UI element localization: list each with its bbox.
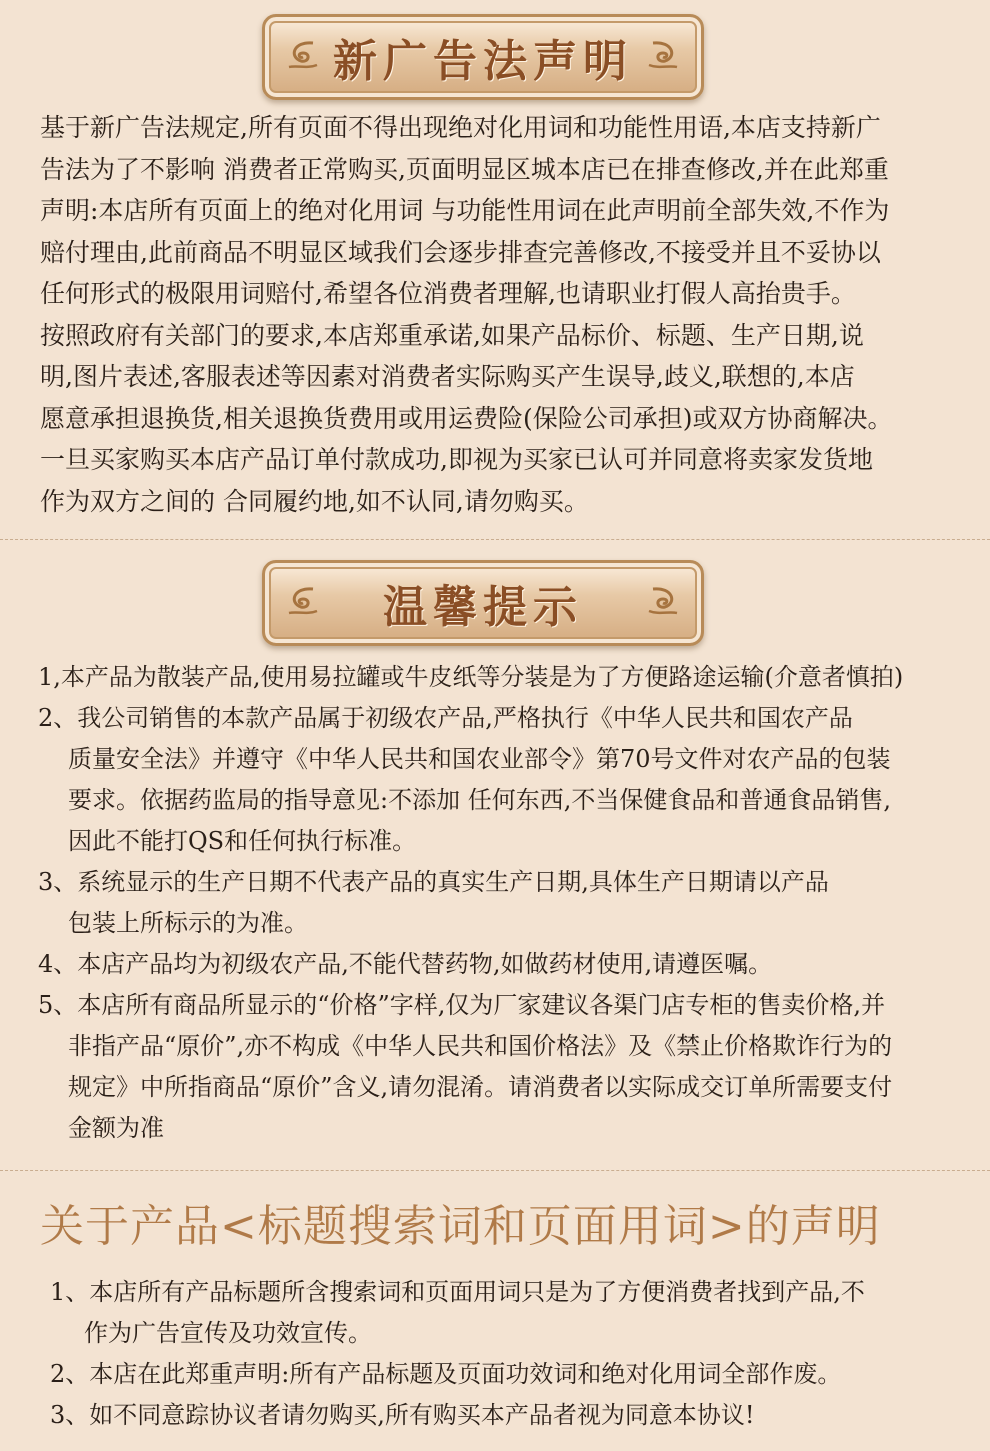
section1-title: 新广告法声明 <box>333 36 633 87</box>
item-line: 3、如不同意踪协议者请勿购买,所有购买本产品者视为同意本协议! <box>50 1401 755 1429</box>
statement-line: 任何形式的极限用词赔付,希望各位消费者理解,也请职业打假人高抬贵手。 <box>40 279 856 308</box>
item-line: 3、系统显示的生产日期不代表产品的真实生产日期,具体生产日期请以产品 <box>38 868 829 896</box>
item-line: 1,本产品为散装产品,使用易拉罐或牛皮纸等分装是为了方便路途运输(介意者慎拍) <box>38 663 904 691</box>
statement-line: 基于新广告法规定,所有页面不得出现绝对化用词和功能性用语,本店支持新广 <box>40 113 881 142</box>
ad-law-statement <box>40 107 940 522</box>
list-item <box>38 657 948 698</box>
item-line: 作为广告宣传及功效宣传。 <box>84 1319 372 1347</box>
list-item <box>50 1354 950 1395</box>
list-item <box>38 698 948 862</box>
list-item <box>50 1395 950 1436</box>
item-line: 要求。依据药监局的指导意见:不添加 任何东西,不当保健食品和普通食品销售, <box>68 786 891 814</box>
list-item <box>38 985 948 1149</box>
item-line: 因此不能打QS和任何执行标准。 <box>68 827 417 855</box>
statement-line: 按照政府有关部门的要求,本店郑重承诺,如果产品标价、标题、生产日期,说 <box>40 320 864 350</box>
item-line: 非指产品“原价”,亦不构成《中华人民共和国价格法》及《禁止价格欺诈行为的 <box>68 1032 893 1060</box>
item-line: 规定》中所指商品“原价”含义,请勿混淆。请消费者以实际成交订单所需要支付 <box>68 1073 893 1101</box>
list-item <box>38 944 948 985</box>
statement-line: 愿意承担退换货,相关退换货费用或用运费险(保险公司承担)或双方协商解决。 <box>40 403 893 433</box>
item-line: 1、本店所有产品标题所含搜索词和页面用词只是为了方便消费者找到产品,不 <box>50 1278 865 1306</box>
statement-line: 作为双方之间的 合同履约地,如不认同,请勿购买。 <box>40 486 589 516</box>
section-divider <box>0 1170 990 1171</box>
item-line: 包装上所标示的为准。 <box>68 909 308 937</box>
tips-list <box>38 657 948 1149</box>
statement-line: 声明:本店所有页面上的绝对化用词 与功能性用词在此声明前全部失效,不作为 <box>40 196 890 225</box>
list-item <box>38 862 948 944</box>
section-divider <box>0 539 990 540</box>
item-line: 金额为准 <box>68 1114 164 1142</box>
statement-line: 赔付理由,此前商品不明显区域我们会逐步排查完善修改,不接受并且不妥协以 <box>40 237 881 267</box>
statement-line: 一旦买家购买本店产品订单付款成功,即视为买家已认可并同意将卖家发货地 <box>40 445 873 474</box>
item-line: 5、本店所有商品所显示的“价格”字样,仅为厂家建议各渠门店专柜的售卖价格,并 <box>38 991 886 1019</box>
section2-title: 温馨提示 <box>383 582 583 633</box>
section1-banner <box>262 14 704 100</box>
item-line: 2、我公司销售的本款产品属于初级农产品,严格执行《中华人民共和国农产品 <box>38 704 853 732</box>
section2-banner <box>262 560 704 646</box>
statement-line: 明,图片表述,客服表述等因素对消费者实际购买产生误导,歧义,联想的,本店 <box>40 362 855 391</box>
item-line: 4、本店产品均为初级农产品,不能代替药物,如做药材使用,请遵医嘱。 <box>38 950 773 978</box>
declaration-list <box>50 1272 950 1436</box>
scroll-ornament-icon <box>643 581 683 621</box>
statement-line: 告法为了不影响 消费者正常购买,页面明显区城本店已在排查修改,并在此郑重 <box>40 154 889 184</box>
list-item <box>50 1272 950 1354</box>
section3-title: 关于产品<标题搜索词和页面用词>的声明 <box>40 1201 881 1252</box>
item-line: 质量安全法》并遵守《中华人民共和国农业部令》第70号文件对农产品的包装 <box>68 745 891 773</box>
scroll-ornament-icon <box>643 35 683 75</box>
item-line: 2、本店在此郑重声明:所有产品标题及页面功效词和绝对化用词全部作废。 <box>50 1360 842 1388</box>
